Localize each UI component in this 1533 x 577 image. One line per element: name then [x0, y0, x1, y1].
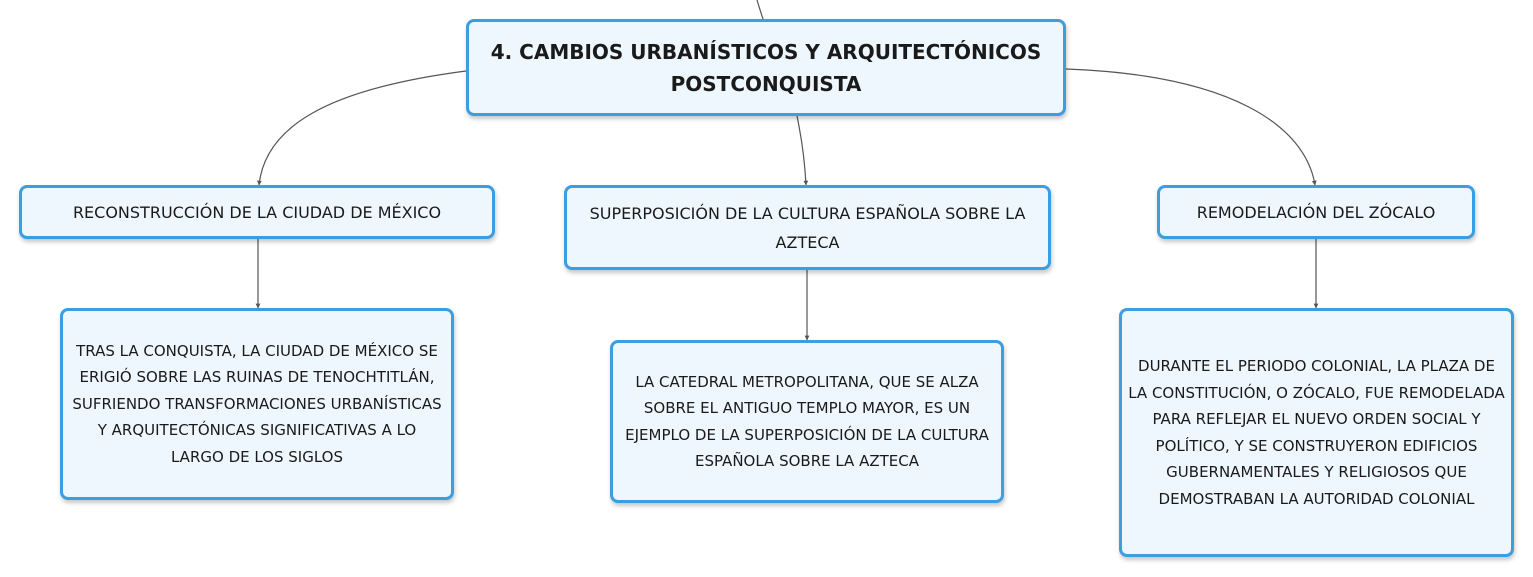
connector-root-to-topic-3: [1066, 69, 1315, 185]
detail-text: LA CATEDRAL METROPOLITANA, QUE SE ALZA SOBRE EL ANTIGUO TEMPLO MAYOR, ES UN EJEMPLO DE LA SUPERPOSICIÓN DE LA CULTURA ESPAÑOLA SOBRE LA AZTECA: [625, 372, 989, 470]
connector-root-to-topic-2: [797, 116, 806, 185]
subtopic-label: RECONSTRUCCIÓN DE LA CIUDAD DE MÉXICO: [72, 202, 442, 222]
connector-root-to-topic-1: [259, 71, 466, 185]
detail-node-remodelacion[interactable]: [1119, 308, 1514, 557]
detail-text: TRAS LA CONQUISTA, LA CIUDAD DE MÉXICO SE ERIGIÓ SOBRE LAS RUINAS DE TENOCHTITLÁN, SUFRIENDO TRANSFORMACIONES URBANÍSTICAS Y ARQUITECTÓNICAS SIGNIFICATIVAS A LO LARGO DE LOS SIGLOS: [72, 341, 442, 466]
subtopic-node-superposicion[interactable]: [564, 185, 1051, 270]
subtopic-node-remodelacion[interactable]: [1157, 185, 1475, 239]
detail-node-reconstruccion[interactable]: [60, 308, 454, 500]
connector-parent-to-root: [757, 0, 763, 19]
root-topic-node[interactable]: [466, 19, 1066, 116]
root-topic-label: 4. CAMBIOS URBANÍSTICOS Y ARQUITECTÓNICOS POSTCONQUISTA: [490, 39, 1042, 96]
detail-text: DURANTE EL PERIODO COLONIAL, LA PLAZA DE LA CONSTITUCIÓN, O ZÓCALO, FUE REMODELADA PARA REFLEJAR EL NUEVO ORDEN SOCIAL Y POLÍTICO, Y SE CONSTRUYERON EDIFICIOS GUBERNAMENTALES Y RELIGIOSOS QUE DEMOSTRABAN LA AUTORIDAD COLONIAL: [1128, 357, 1505, 508]
subtopic-label: REMODELACIÓN DEL ZÓCALO: [1196, 202, 1436, 222]
detail-node-superposicion[interactable]: [610, 340, 1004, 503]
subtopic-label: SUPERPOSICIÓN DE LA CULTURA ESPAÑOLA SOBRE LA AZTECA: [589, 203, 1026, 252]
subtopic-node-reconstruccion[interactable]: [19, 185, 495, 239]
